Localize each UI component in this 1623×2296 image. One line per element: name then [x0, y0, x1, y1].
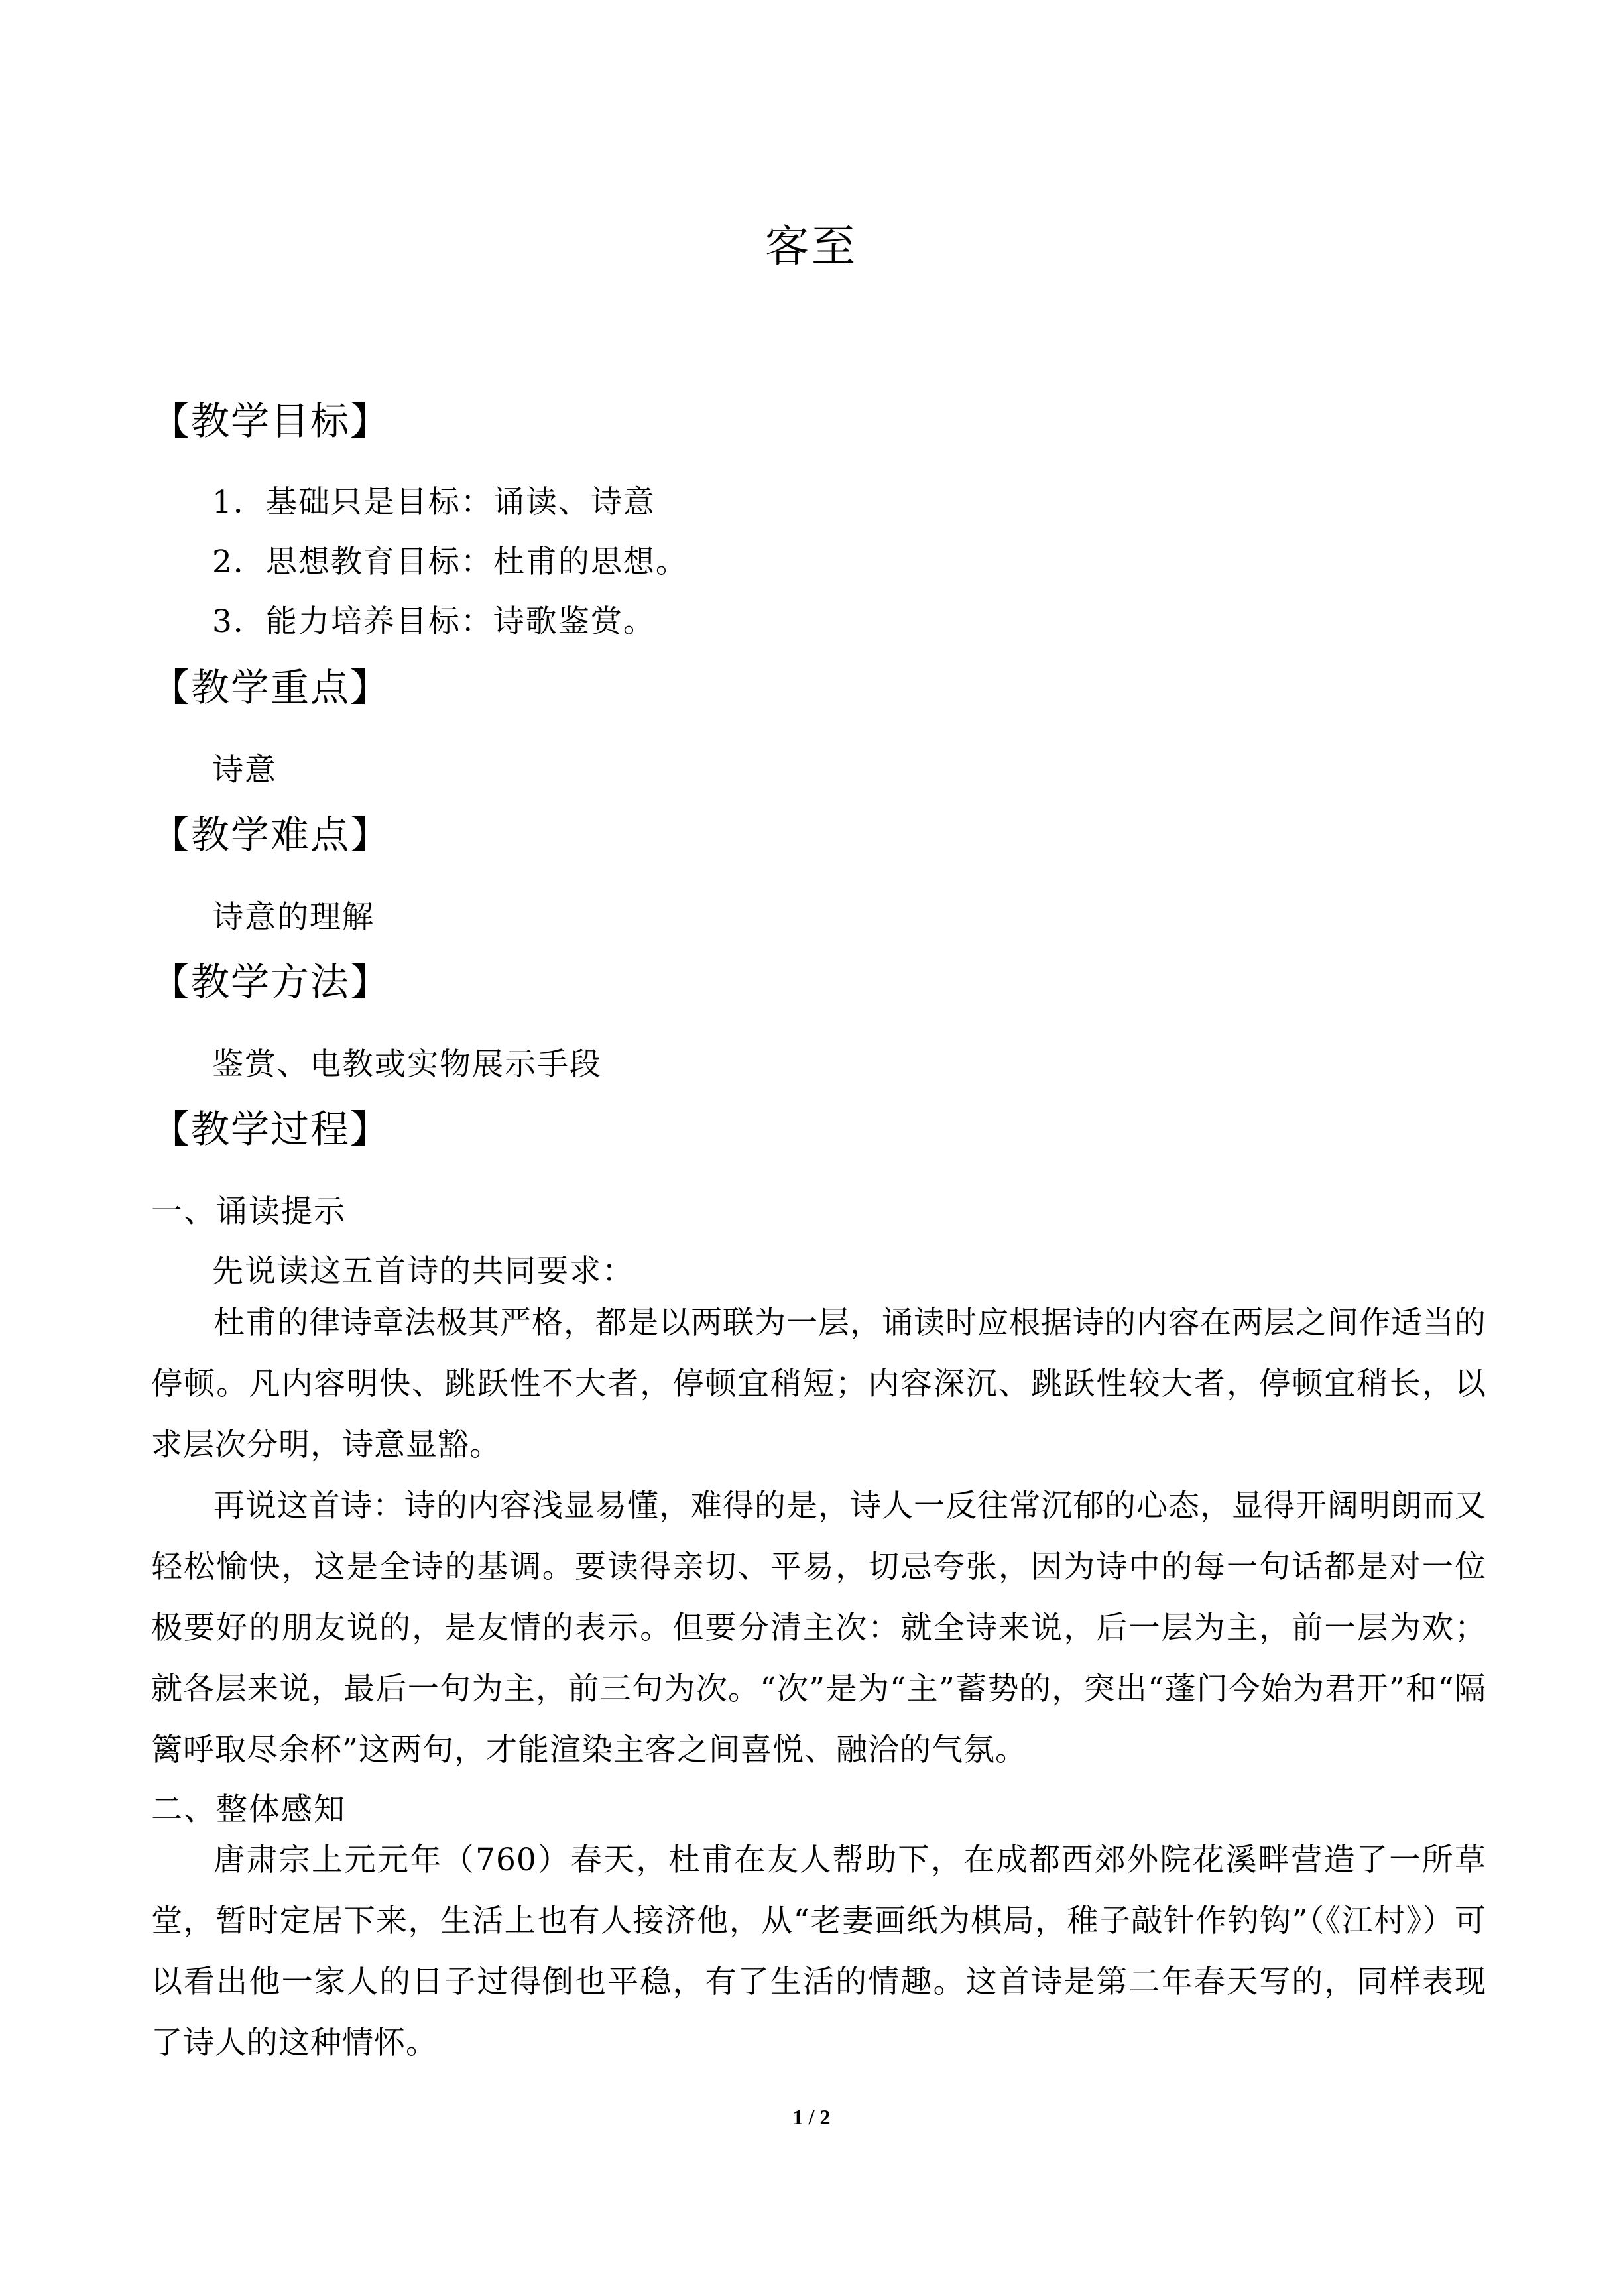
section-1-paragraph-1: 杜甫的律诗章法极其严格，都是以两联为一层，诵读时应根据诗的内容在两层之间作适当的停顿。凡内容明快、跳跃性不大者，停顿宜稍短；内容深沉、跳跃性较大者，停顿宜稍长，以求层次分明，诗意显豁。: [151, 1305, 1486, 1463]
heading-teaching-difficulty: 【教学难点】: [151, 812, 391, 857]
goal-item-2: 2．思想教育目标：杜甫的思想。: [212, 544, 688, 580]
page-number: 1 / 2: [792, 2105, 831, 2129]
focus-text: 诗意: [212, 752, 277, 788]
section-2-title: 二、整体感知: [151, 1791, 346, 1828]
section-2-paragraph-1: 唐肃宗上元元年（760）春天，杜甫在友人帮助下，在成都西郊外院花溪畔营造了一所草堂，暂时定居下来，生活上也有人接济他，从“老妻画纸为棋局，稚子敲针作钓钩”（《江村》）可以看出他一家人的日子过得倒也平稳，有了生活的情趣。这首诗是第二年春天写的，同样表现了诗人的这种情怀。: [151, 1842, 1486, 2061]
heading-teaching-process: 【教学过程】: [151, 1107, 391, 1152]
difficulty-text: 诗意的理解: [212, 899, 375, 936]
method-text: 鉴赏、电教或实物展示手段: [212, 1046, 602, 1083]
section-1-title: 一、诵读提示: [151, 1193, 346, 1230]
document-title: 客至: [765, 221, 858, 272]
heading-teaching-focus: 【教学重点】: [151, 665, 391, 710]
heading-teaching-goals: 【教学目标】: [151, 398, 391, 444]
heading-teaching-method: 【教学方法】: [151, 959, 391, 1004]
goal-item-3: 3．能力培养目标：诗歌鉴赏。: [212, 603, 656, 640]
section-1-paragraph-2: 再说这首诗：诗的内容浅显易懂，难得的是，诗人一反往常沉郁的心态，显得开阔明朗而又轻松愉快，这是全诗的基调。要读得亲切、平易，切忌夸张，因为诗中的每一句话都是对一位极要好的朋友说的，是友情的表示。但要分清主次：就全诗来说，后一层为主，前一层为欢；就各层来说，最后一句为主，前三句为次。“次”是为“主”蓄势的，突出“蓬门今始为君开”和“隔篱呼取尽余杯”这两句，才能渲染主客之间喜悦、融洽的气氛。: [151, 1488, 1486, 1768]
goal-item-1: 1．基础只是目标：诵读、诗意: [212, 484, 656, 520]
section-1-intro: 先说读这五首诗的共同要求：: [212, 1253, 634, 1290]
